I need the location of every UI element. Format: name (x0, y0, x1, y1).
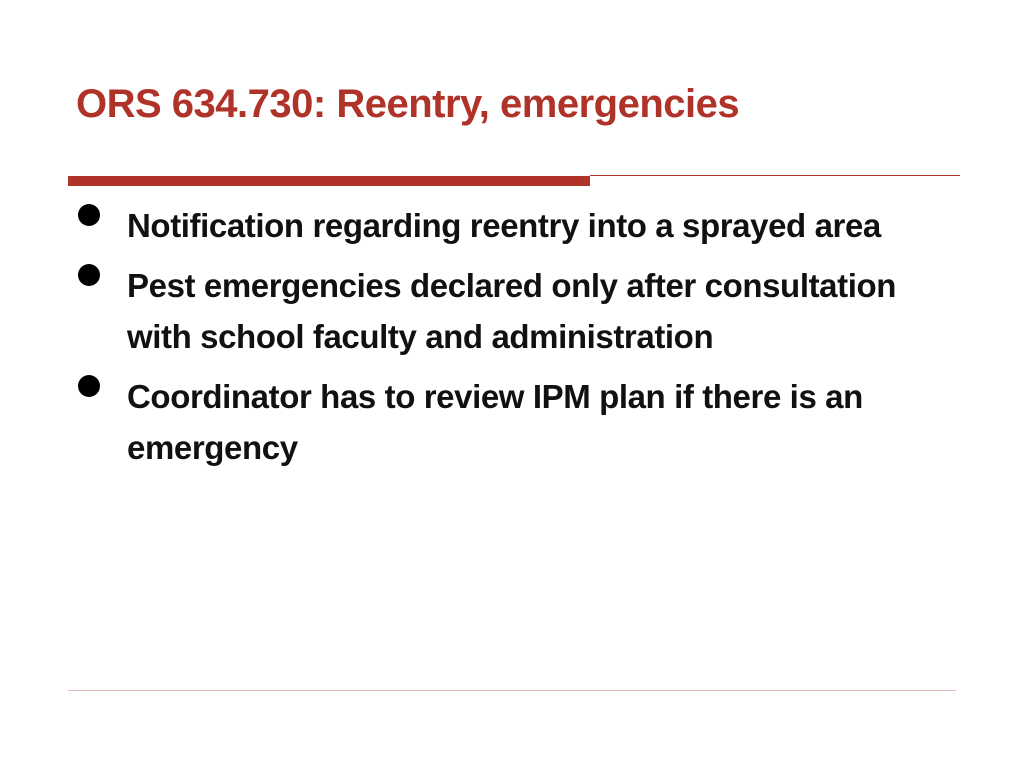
title-underline-thick (68, 176, 590, 186)
title-underline-thin (590, 175, 960, 176)
bullet-item-coordinator (78, 371, 958, 473)
bullet-dot-icon (78, 375, 100, 397)
bullet-list (78, 200, 958, 482)
bullet-text: Coordinator has to review IPM plan if there is an emergency (127, 378, 863, 466)
bullet-dot-icon (78, 204, 100, 226)
bullet-item-reentry (78, 200, 958, 251)
bullet-item-pest-emergencies (78, 260, 958, 362)
bullet-dot-icon (78, 264, 100, 286)
footer-divider (68, 690, 956, 691)
slide-title: ORS 634.730: Reentry, emergencies (76, 82, 740, 126)
bullet-text: Notification regarding reentry into a sprayed area (127, 207, 881, 244)
bullet-text: Pest emergencies declared only after consultation with school faculty and administration (127, 267, 897, 355)
